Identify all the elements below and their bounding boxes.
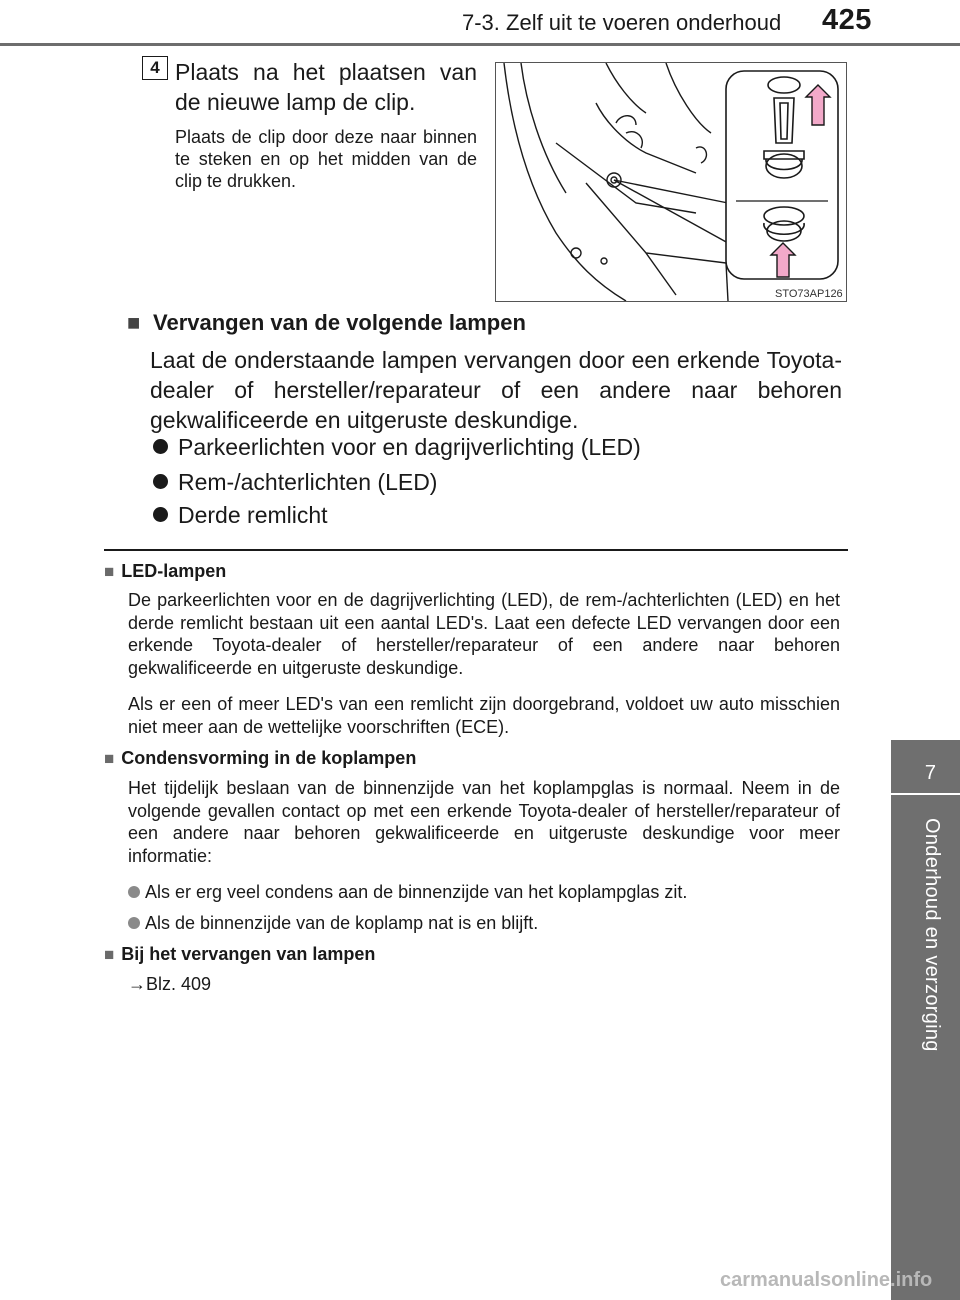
note-paragraph: Het tijdelijk beslaan van de binnenzijde van het koplampglas is normaal. Neem in de volgende gevallen contact op met een erkende Toyota-dealer of hersteller/reparateur of een andere naar behoren gekwalificeerde en uitgeruste deskundige voor meer informatie:: [128, 778, 840, 866]
list-item: [150, 467, 437, 497]
chapter-label: Onderhoud en verzorging: [921, 818, 943, 1052]
watermark: carmanualsonline.info: [720, 1269, 933, 1291]
note-heading: [104, 944, 375, 965]
note-list-item: [128, 881, 687, 904]
step-number-badge: 4: [142, 56, 168, 80]
note-heading: [104, 748, 416, 769]
section-title: Vervangen van de volgende lampen: [153, 310, 526, 335]
note-title: Bij het vervangen van lampen: [121, 944, 376, 964]
list-item-text: Derde remlicht: [178, 502, 328, 528]
page-reference: →Blz. 409: [128, 974, 212, 994]
note-list-item-text: Als de binnenzijde van de koplamp nat is en blijft.: [145, 913, 539, 933]
page-number: 425: [822, 4, 872, 36]
note-title: LED-lampen: [121, 561, 227, 581]
note-paragraph: Als er een of meer LED's van een remlicht zijn doorgebrand, voldoet uw auto misschien niet meer aan de wettelijke voorschriften (ECE).: [128, 694, 840, 737]
note-heading: [104, 561, 226, 582]
section-divider: [104, 549, 848, 551]
list-item: [150, 432, 641, 462]
bullet-icon: [153, 439, 168, 454]
step-instruction: Plaats na het plaatsen van de nieuwe lamp de clip.: [175, 59, 477, 115]
clip-installation-illustration: [495, 62, 847, 302]
running-header-title: 7-3. Zelf uit te voeren onderhoud: [462, 10, 782, 35]
list-item-text: Parkeerlichten voor en dagrijverlichting (LED): [178, 434, 641, 460]
chapter-tab-divider: [891, 793, 960, 795]
section-body: Laat de onderstaande lampen vervangen door een erkende Toyota-dealer of hersteller/reparateur of een andere naar behoren gekwalificeerde en uitgeruste deskundige.: [150, 347, 842, 433]
note-square-marker: ■: [104, 945, 115, 964]
bullet-icon: [153, 474, 168, 489]
section-square-marker: ■: [127, 310, 141, 335]
list-item-text: Rem-/achterlichten (LED): [178, 469, 438, 495]
header-rule: [0, 43, 960, 46]
bullet-icon: [128, 917, 140, 929]
bullet-icon: [128, 886, 140, 898]
note-square-marker: ■: [104, 562, 115, 581]
note-title: Condensvorming in de koplampen: [121, 748, 417, 768]
note-paragraph: De parkeerlichten voor en de dagrijverlichting (LED), de rem-/achterlichten (LED) en het derde remlicht bestaan uit een aantal LED's. Laat een defecte LED vervangen door een erkende Toyota-dealer of hersteller/reparateur of een andere naar behoren gekwalificeerde en uitgeruste deskundige.: [128, 590, 840, 678]
figure-code: STO73AP126: [775, 288, 843, 300]
headlamp-clip-drawing: [496, 63, 847, 302]
note-square-marker: ■: [104, 749, 115, 768]
bullet-icon: [153, 507, 168, 522]
step-detail: Plaats de clip door deze naar binnen te steken en op het midden van de clip te drukken.: [175, 127, 477, 191]
list-item: [150, 500, 328, 530]
note-list-item: [128, 912, 538, 935]
note-list-item-text: Als er erg veel condens aan de binnenzijde van het koplampglas zit.: [145, 882, 688, 902]
chapter-number: 7: [924, 762, 936, 784]
